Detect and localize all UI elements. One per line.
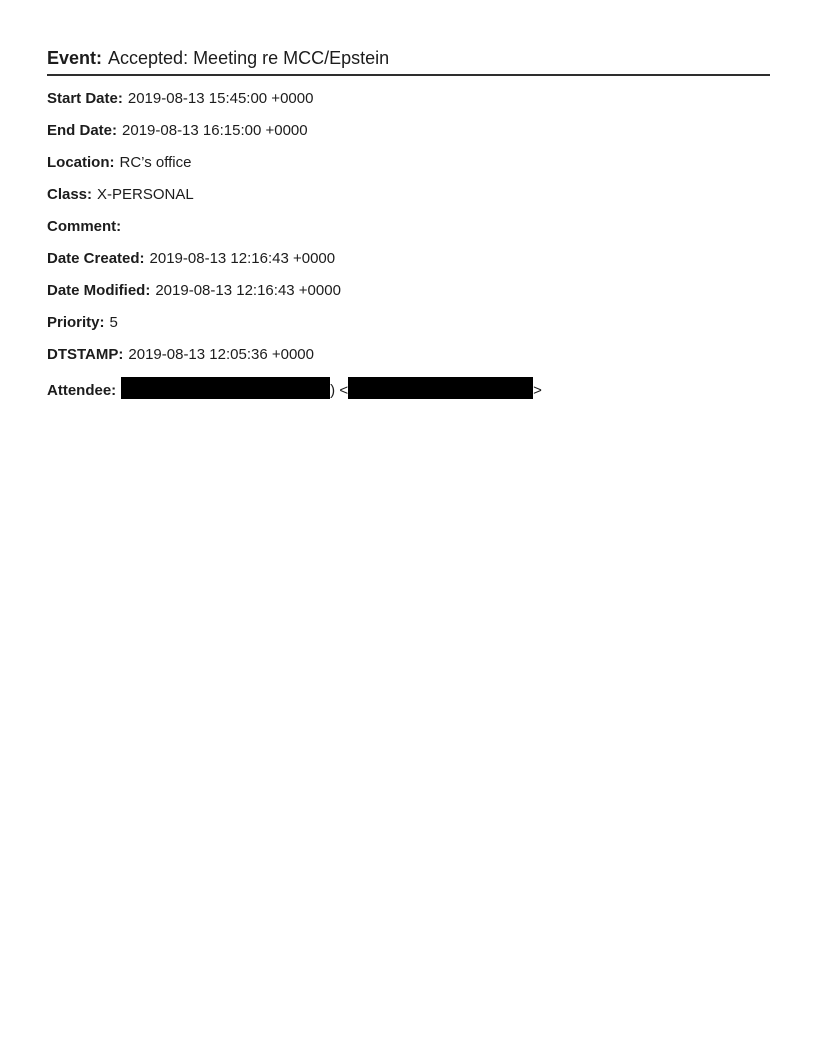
field-label: Location: xyxy=(47,154,115,171)
field-label: Start Date: xyxy=(47,90,123,107)
field-value: 2019-08-13 12:16:43 +0000 xyxy=(149,250,336,267)
field-value: RC’s office xyxy=(119,154,192,171)
field-row-priority xyxy=(47,313,770,333)
field-value: 5 xyxy=(109,314,118,331)
field-label: Attendee: xyxy=(47,382,117,399)
attendee-separator: ) < xyxy=(330,382,349,399)
field-value: 2019-08-13 16:15:00 +0000 xyxy=(122,122,308,139)
field-label: Date Created: xyxy=(47,250,145,267)
field-value: X-PERSONAL xyxy=(97,186,194,203)
field-label: Comment: xyxy=(47,218,122,235)
field-row-date-modified xyxy=(47,281,770,301)
field-label: Class: xyxy=(47,186,93,203)
attendee-suffix: > xyxy=(533,382,542,399)
field-label: Date Modified: xyxy=(47,282,151,299)
redaction-bar-attendee-name xyxy=(121,377,330,399)
field-row-date-created xyxy=(47,249,770,269)
field-row-dtstamp xyxy=(47,345,770,365)
redaction-bar-attendee-email xyxy=(348,377,533,399)
field-value: 2019-08-13 15:45:00 +0000 xyxy=(127,90,314,107)
field-value: 2019-08-13 12:05:36 +0000 xyxy=(128,346,314,363)
event-title xyxy=(47,46,770,76)
event-title-value: Accepted: Meeting re MCC/Epstein xyxy=(108,48,390,68)
field-value: 2019-08-13 12:16:43 +0000 xyxy=(155,282,341,299)
field-row-comment xyxy=(47,217,770,237)
field-label: Priority: xyxy=(47,314,105,331)
event-title-label: Event: xyxy=(47,48,103,68)
field-row-location xyxy=(47,153,770,173)
field-label: DTSTAMP: xyxy=(47,346,124,363)
field-row-start-date xyxy=(47,89,770,109)
field-row-end-date xyxy=(47,121,770,141)
field-row-attendee xyxy=(47,377,770,401)
field-row-class xyxy=(47,185,770,205)
field-label: End Date: xyxy=(47,122,118,139)
field-list xyxy=(47,89,770,401)
